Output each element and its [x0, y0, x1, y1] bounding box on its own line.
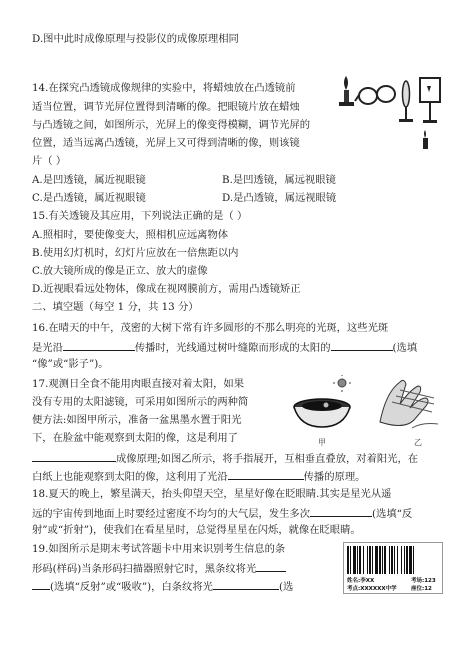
candle-icon-small [423, 130, 428, 149]
q14-option-b: B.是凹透镜，属远视眼镜 [222, 174, 336, 186]
barcode-bar [375, 546, 378, 574]
q14-option-a: A.是凹透镜，属近视眼镜 [32, 174, 146, 186]
figure-jia-caption: 甲 [318, 438, 326, 447]
q17-text-b: 成像原理;如图乙所示，将手指展开，互相垂直叠放，对着阳光，在 [116, 453, 419, 465]
q17-line-6 [32, 468, 365, 484]
barcode-bar [357, 546, 358, 574]
barcode-bar [379, 546, 381, 574]
q16-text-a: 是光沿 [32, 342, 63, 354]
q19-blank-1b[interactable] [32, 578, 50, 590]
barcode-bar [397, 546, 398, 574]
ink-basin-figure [286, 375, 358, 437]
barcode-bar [404, 546, 405, 574]
hands-icon [380, 380, 438, 428]
q16-blank-1[interactable] [63, 339, 135, 351]
eyeglasses-icon [355, 86, 395, 104]
q18-blank-1[interactable] [310, 505, 372, 517]
q17-line-4: 下，在脸盆中能观察到太阳的像，这是利用了 [32, 432, 238, 444]
barcode-bar [372, 546, 373, 574]
barcode-bar [384, 546, 386, 574]
convex-lens-icon [399, 81, 413, 122]
q14-option-d: D.是凸透镜，属远视眼镜 [222, 192, 337, 204]
barcode-bars [347, 546, 439, 574]
q15-option-a: A.照相时，要使像变大，照相机应远离物体 [32, 229, 229, 241]
q14-line-1: 14.在探究凸透镜成像规律的实验中，将蜡烛放在凸透镜前 [32, 82, 296, 94]
candle-icon [339, 76, 354, 106]
q19-text-c: (选 [278, 581, 294, 593]
q16-text-c: (选填 [392, 342, 418, 354]
q17-line-2: 没有专用的太阳滤镜，可采用如图所示的两种简 [32, 396, 249, 408]
section-fill-in-title: 二、填空题（每空 1 分，共 13 分） [32, 301, 199, 313]
q15-option-b: B.使用幻灯机时，幻灯片应放在一倍焦距以内 [32, 247, 239, 259]
barcode-bar [401, 546, 402, 574]
barcode-bar [406, 546, 408, 574]
q17-text-d: 传播的原理。 [303, 471, 366, 483]
q16-line-3: “像”或“影子”)。 [32, 358, 109, 370]
q18-text-a: 远的宇宙传到地面上时要经过密度不均匀的大气层，发生多次 [32, 508, 311, 520]
q15-stem: 15.有关透镜及其应用，下列说法正确的是（ ） [32, 210, 248, 222]
q19-line-1: 19.如图所示是期末考试答题卡中用来识别考生信息的条 [32, 543, 286, 555]
barcode-bar [367, 546, 368, 574]
q18-text-b: (选填“反 [372, 508, 413, 520]
q16-blank-2[interactable] [331, 339, 393, 351]
barcode-bar [409, 546, 412, 574]
q17-line-3: 便方法:如图甲所示，准备一盆黑墨水置于阳光 [32, 414, 242, 426]
figure-yi-caption: 乙 [414, 438, 422, 447]
barcode-bar [394, 546, 395, 574]
q19-line-2 [32, 560, 286, 576]
q13-option-d: D.图中此时成像原理与投影仪的成像原理相同 [32, 33, 239, 45]
barcode-bar [391, 546, 393, 574]
barcode-card [343, 542, 443, 594]
barcode-bar [369, 546, 371, 574]
q17-blank-2[interactable] [228, 468, 304, 480]
q16-text-b: 传播时，光线通过树叶缝隙而形成的太阳的 [134, 342, 331, 354]
barcode-bar [350, 546, 351, 574]
q19-blank-2[interactable] [213, 578, 279, 590]
q14-line-4: 位置，适当远离凸透镜，光屏上又可得到清晰的像，则该镜 [32, 137, 300, 149]
q19-line-3 [32, 578, 293, 594]
q15-option-d: D.近视眼看远处物体，像成在视网膜前方，需用凸透镜矫正 [32, 283, 301, 295]
barcode-exam-room: 考场:123 [411, 578, 436, 584]
lens-experiment-figure [326, 68, 448, 154]
q19-text-b: (选填“反射”或“吸收”)，白条纹将光 [50, 581, 213, 593]
crossed-hands-figure [372, 372, 448, 434]
q17-blank-1[interactable] [32, 450, 116, 462]
barcode-name: 姓名:李XX [347, 578, 375, 584]
q17-text-c: 白纸上也能观察到太阳的像，这利用了光沿 [32, 471, 228, 483]
q14-option-c: C.是凸透镜，属近视眼镜 [32, 192, 146, 204]
q14-line-2: 适当位置，调节光屏位置得到清晰的像。把眼镜片放在蜡烛 [32, 101, 300, 113]
barcode-bar [347, 546, 349, 574]
barcode-bar [382, 546, 383, 574]
q17-line-5 [32, 450, 418, 466]
barcode-bar [363, 546, 364, 574]
q14-line-3: 与凸透镜之间，如图所示，光屏上的像变得模糊，调节光屏的 [32, 119, 311, 131]
q17-line-1: 17.观测日全食不能用肉眼直接对着太阳，如果 [32, 378, 245, 390]
barcode-school: 考点:XXXXXX中学 [347, 586, 397, 592]
barcode-bar [353, 546, 356, 574]
q18-line-3: 射”或“折射”)，使我们在看星星时，总觉得星星在闪烁，就像在眨眼睛。 [32, 524, 361, 536]
barcode-seat: 座位:12 [411, 586, 432, 592]
barcode-bar [413, 546, 414, 574]
q18-line-2 [32, 505, 412, 521]
q15-option-c: C.放大镜所成的像是正立、放大的虚像 [32, 265, 208, 277]
q16-line-1: 16.在晴天的中午，茂密的大树下常有许多圆形的不那么明亮的光斑，这些光斑 [32, 322, 389, 334]
q19-text-a: 形码(样码)当条形码扫描器照射它时，黑条纹将光 [32, 563, 257, 575]
q14-line-5: 片（ ） [32, 155, 67, 167]
basin-icon [294, 399, 350, 427]
barcode-bar [359, 546, 361, 574]
barcode-bar [389, 546, 390, 574]
q19-blank-1a[interactable] [256, 560, 286, 572]
light-screen-icon [420, 78, 440, 123]
sun-icon [333, 375, 351, 392]
q18-line-1: 18.夏天的晚上，繁星满天，抬头仰望天空，星星好像在眨眼睛.其实是星光从遥 [32, 488, 392, 500]
q16-line-2 [32, 339, 417, 355]
